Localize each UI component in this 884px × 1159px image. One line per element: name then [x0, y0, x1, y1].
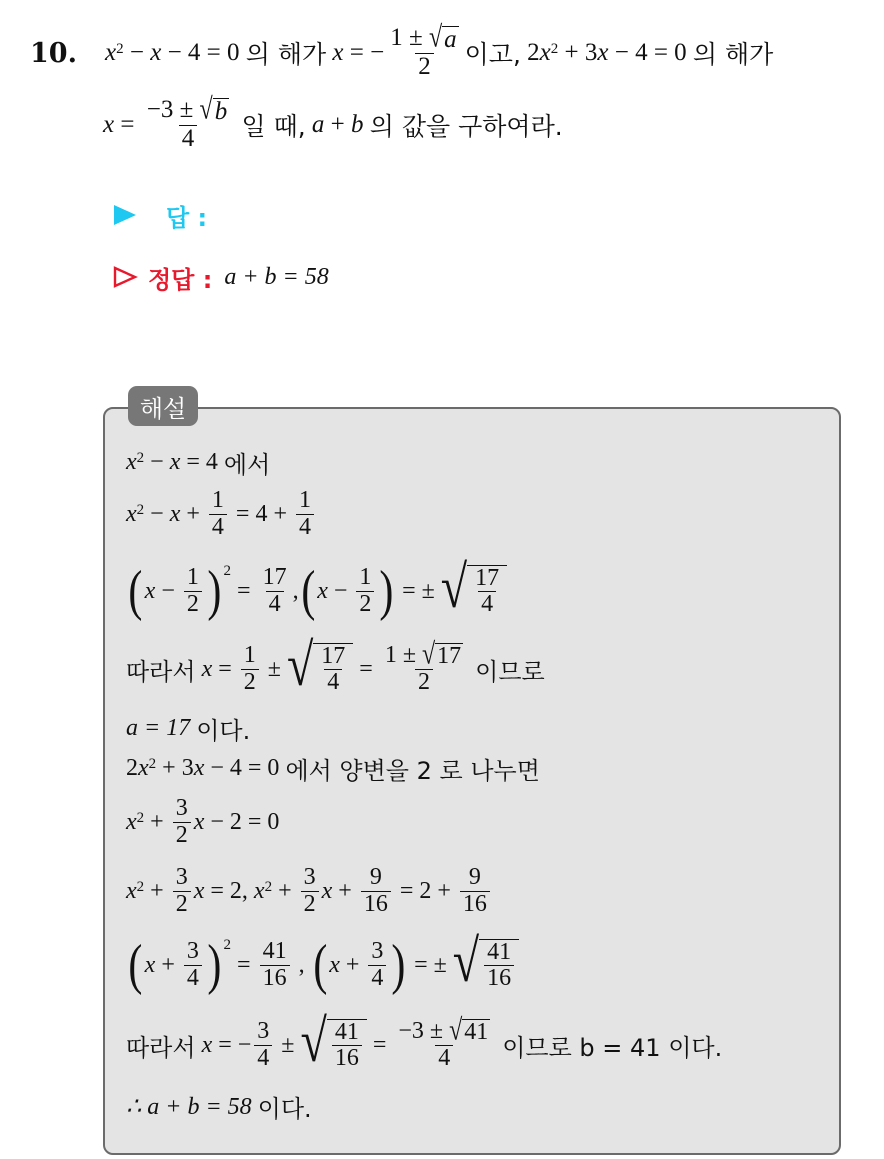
question-text-e: 의 값을 구하여라. — [369, 112, 563, 141]
correct-label: 정답 : — [148, 265, 213, 294]
question-line-2: x = −3 ± √ b 4 일 때, a + b 의 값을 구하여라. — [103, 93, 563, 153]
sol-line7-tail: 에서 양변을 2 로 나누면 — [285, 756, 540, 785]
sol-ttaraseo-1: 따라서 — [126, 657, 196, 686]
sol-line-3: ( x − $\frac{1}{2}$ ) $^2$ = $\frac{17}{4}$ , ( x − $\frac{1}{2}$ ) = ± √ $\frac{17}{4}$ — [126, 556, 507, 626]
question-text-a: 의 해가 — [245, 40, 327, 69]
correct-answer-row — [112, 260, 329, 294]
sol-eseo-1: 에서 — [223, 450, 271, 479]
question-number: 10. — [30, 37, 77, 69]
sol-ida-1: 이다. — [196, 716, 251, 745]
sol-line-11 — [126, 1090, 312, 1122]
sol-line-6: 2 x $^2$ + 3 x − 4 = 0 에서 양변을 2 로 나누면 — [126, 752, 540, 784]
sol-line-2: x $^2$ − x + $\frac{1}{4}$ = 4 + $\frac{1}{4}$ — [126, 484, 317, 544]
sol-line-8: x $^2$ + $\frac{3}{2}$ x = 2, x $^2$ + $\frac{3}{2}$ x + $\frac{9}{16}$ = 2 + $\frac{9}{16}$ — [126, 860, 493, 922]
question-line-1: 10. x $^2$ − x − 4 = 0 의 해가 x = − 1 ± √ a 2 이고, 2 x $^2$ + 3 x − 4 = 0 의 해가 — [30, 21, 774, 81]
answer-blank-row — [112, 198, 207, 232]
question-text-b: 이고, — [464, 40, 521, 69]
outline-arrow-icon — [112, 265, 138, 289]
sol-imeuro-1: 이므로 — [475, 657, 545, 686]
sol-line-1: x $^2$ − x = 4 에서 — [126, 446, 270, 478]
sol-line-10: 따라서 x = − $\frac{3}{4}$ ± √ $\frac{41}{16}$ = −3 ± √ 41 4 이므로 b = 41 이다. — [126, 1008, 723, 1075]
question-text-d: 일 때, — [241, 112, 306, 141]
answer-label: 답 : — [166, 203, 208, 232]
sol-final: ∴ a + b = 58 — [126, 1093, 252, 1120]
sol-final-tail: 이다. — [257, 1094, 312, 1123]
play-arrow-icon — [112, 203, 138, 227]
sol-line-5 — [126, 712, 250, 744]
sol-line-9: ( x + $\frac{3}{4}$ ) $^2$ = $\frac{41}{16}$ , ( x + $\frac{3}{4}$ ) = ± √ $\frac{41}{16}$ — [126, 930, 519, 1000]
question-text-c: 의 해가 — [692, 40, 774, 69]
solution-tag: 해설 — [128, 386, 198, 426]
sol-ttaraseo-2: 따라서 — [126, 1033, 196, 1062]
correct-value: a + b = 58 — [224, 263, 329, 290]
sol-b-eq: 이므로 b = 41 이다. — [502, 1033, 723, 1062]
sol-a-eq: a = 17 — [126, 714, 191, 741]
sol-line-7: x $^2$ + $\frac{3}{2}$ x − 2 = 0 — [126, 795, 280, 848]
sol-line-4: 따라서 x = $\frac{1}{2}$ ± √ $\frac{17}{4}$ = 1 ± √ 17 2 이므로 — [126, 632, 545, 699]
